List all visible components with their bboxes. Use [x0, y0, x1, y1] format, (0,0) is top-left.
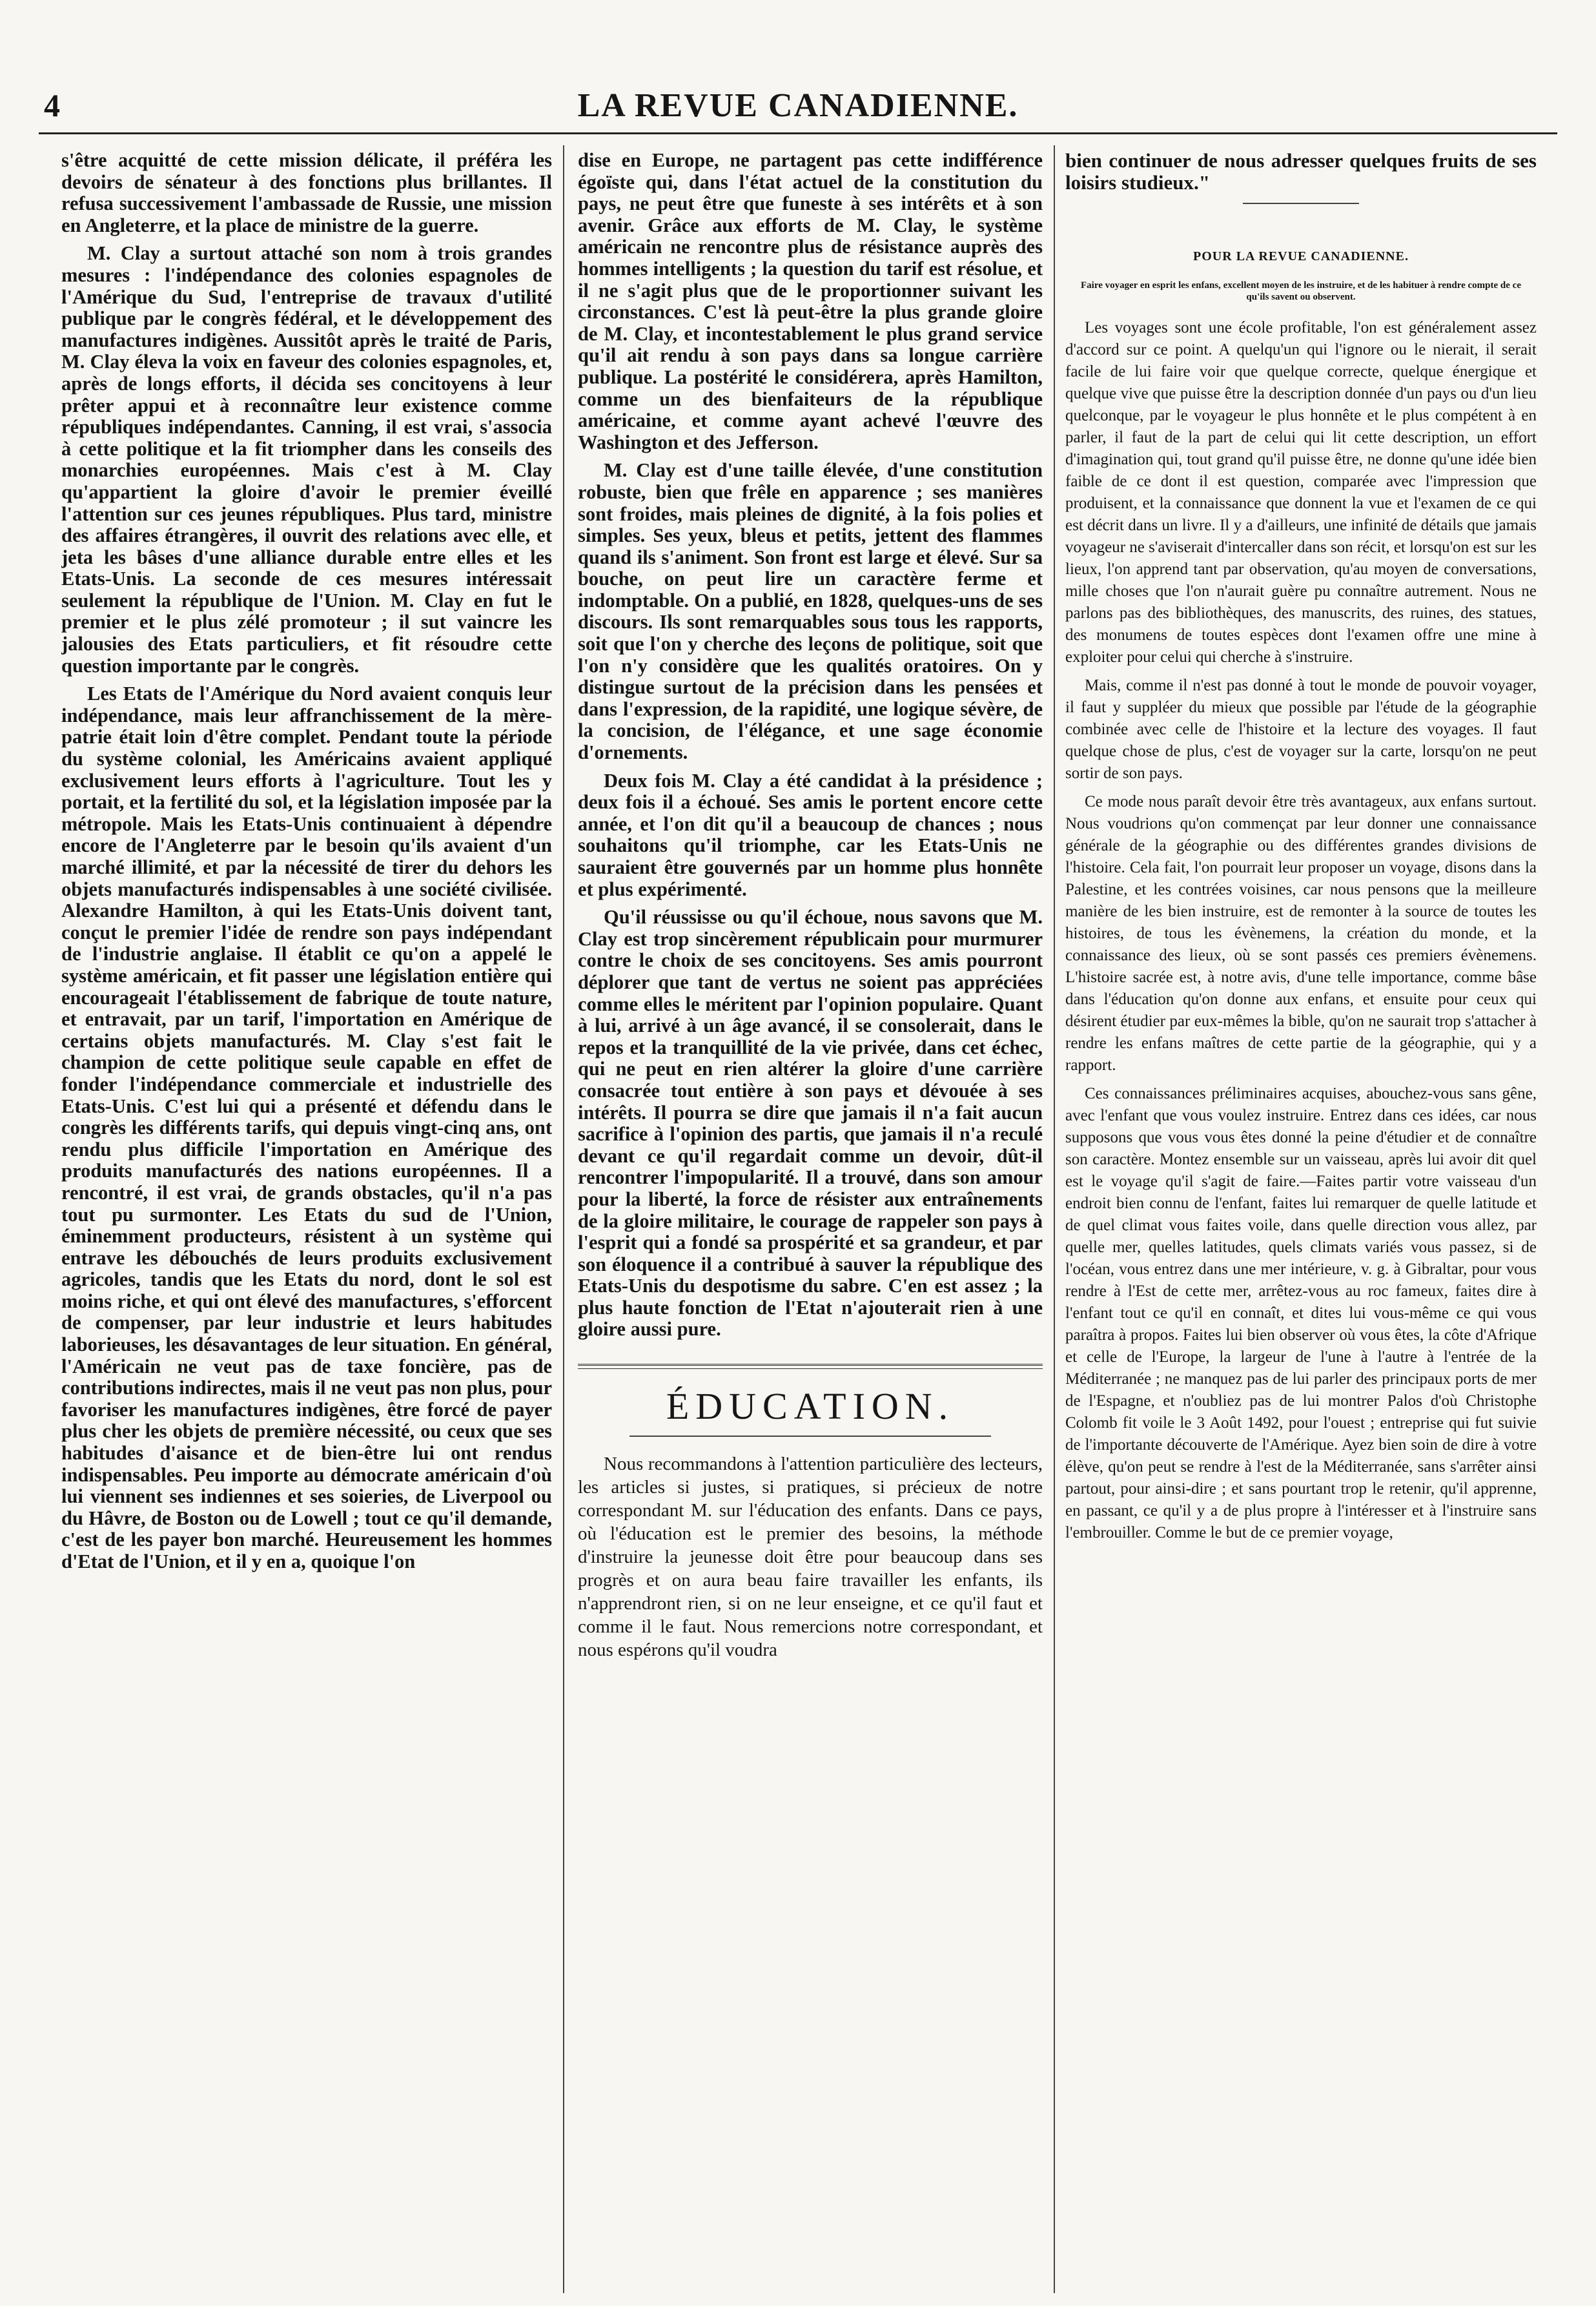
- paragraph: Qu'il réussisse ou qu'il échoue, nous savons que M. Clay est trop sincèrement républicain pour murmurer contre le choix de ses concitoyens. Ses amis pourront déplorer que tant de vertus ne soient pas appréciées comme elles le méritent par l'opinion populaire. Quant à lui, arrivé à un âge avancé, il se consolerait, dans le repos et la tranquillité de la vie privée, dans cet échec, qui ne peut en rien altérer la gloire d'une carrière consacrée tout entière à son pays et dévouée à ses intérêts. Il pourra se dire que jamais il n'a fait aucun sacrifice à l'opinion des partis, que jamais il n'a reculé devant ce qu'il regardait comme un devoir, dût-il rencontrer l'impopularité. Il a trouvé, dans son amour pour la liberté, la force de résister aux entraînements de la gloire militaire, le courage de rappeler son pays à l'esprit qui a fondé sa prospérité et sa grandeur, et par son éloquence il a contribué à sauver la république des Etats-Unis du despotisme du sabre. C'en est assez ; la plus haute fonction de l'Etat n'ajouterait rien à une gloire aussi pure.: [578, 906, 1043, 1341]
- paragraph: Ces connaissances préliminaires acquises, abouchez-vous sans gêne, avec l'enfant que vous voulez instruire. Entrez dans ces idées, car nous supposons que vous vous êtes donné la peine d'étudier et de connaître son caractère. Montez ensemble sur un vaisseau, après lui avoir dit quel est le voyage qu'il s'agit de faire.—Faites partir votre vaisseau d'un endroit bien connu de l'enfant, faites lui remarquer de quelle latitude et de quel climat vous faites voile, dans quelle direction vous allez, par quelle mer, quelles latitudes, quels climats variés vous passez, si de l'océan, vous entrez dans une mer intérieure, v. g. à Gibraltar, pour vous rendre à l'Est de cette mer, arrêtez-vous au roc fameux, faites dire à l'enfant tout ce qu'il en connaît, et dites lui vous-même ce qui vous paraîtra à propos. Faites lui bien observer où vous êtes, la côte d'Afrique et celle de l'Europe, la largeur de l'une à l'autre à l'entrée de la Méditerranée ; ne manquez pas de lui parler des principaux ports de mer de l'Espagne, et n'oubliez pas de lui montrer Palos d'où Christophe Colomb fit voile le 3 Août 1492, pour l'ouest ; entreprise qui fut suivie de l'importante découverte de l'Amérique. Ayez bien soin de dire à votre élève, qu'on peut se rendre à l'est de la Méditerranée, sans s'arrêter ainsi partout, pour ainsi-dire ; et sans pourtant trop le retenir, qu'il apprenne, en passant, ce qu'il y a de plus propre à l'intéresser et à l'instruire sans l'embrouiller. Comme le but de ce premier voyage,: [1065, 1085, 1537, 1541]
- separator-rule: [1243, 203, 1359, 204]
- paragraph: Les Etats de l'Amérique du Nord avaient conquis leur indépendance, mais leur affranchissement de la mère-patrie était loin d'être complet. Pendant toute la période du système colonial, les Américains avaient appliqué exclusivement leurs efforts à l'agriculture. Tout les y portait, et la fertilité du sol, et la législation imposée par la métropole. Mais les Etats-Unis continuaient à dépendre encore de l'Angleterre par le besoin qu'ils avaient d'un marché illimité, et par la nécessité de tirer du dehors les objets manufacturés indispensables à une société civilisée. Alexandre Hamilton, à qui les Etats-Unis doivent tant, conçut le premier l'idée de rendre son pays indépendant de l'industrie anglaise. Il établit ce qu'on a appelé le système américain, et fit passer une législation entière qui encourageait l'établissement de fabrique de toute nature, et entravait, par un tarif, l'importation en Amérique de certains objets manufacturés. M. Clay s'est fait le champion de cette politique seule capable en effet de fonder l'indépendance commerciale et industrielle des Etats-Unis. C'est lui qui a présenté et défendu dans le congrès les différents tarifs, qui depuis vingt-cinq ans, ont rendu plus difficile l'importation en Amérique des produits manufacturés des nations européennes. Il a rencontré, il est vrai, de grands obstacles, qu'il n'a pas tout pu surmonter. Les Etats du sud de l'Union, éminemment producteurs, résistent à un système qui entrave les débouchés de leurs produits exclusivement agricoles, tandis que les Etats du nord, dont le sol est moins riche, et qui ont élevé des manufactures, s'efforcent de compenser, par leur industrie et leurs habitudes laborieuses, les désavantages de leur situation. En général, l'Américain ne veut pas de taxe foncière, pas de contributions indirectes, mais il ne veut pas non plus, pour favoriser les manufactures indigènes, être forcé de payer plus cher les objets de première nécessité, ou ceux que ses habitudes d'aisance et de bien-être lui ont rendus indispensables. Peu importe au démocrate américain d'où lui viennent ses indiennes et ses soieries, de Liverpool ou du Hâvre, de Boston ou de Lowell ; tout ce qu'il demande, c'est de les payer bon marché. Heureusement les hommes d'Etat de l'Union, et il y en a, quoique l'on: [61, 683, 552, 1572]
- paragraph: dise en Europe, ne partagent pas cette indifférence égoïste qui, dans l'état actuel de la constitution du pays, ne peut être que funeste à ses intérêts et à son avenir. Grâce aux efforts de M. Clay, le système américain ne rencontre plus de résistance auprès des hommes intelligents ; la question du tarif est résolue, et il ne s'agit plus que de le proportionner suivant les circonstances. C'est là peut-être la plus grande gloire de M. Clay, et incontestablement le plus grand service qu'il ait rendu à son pays dans sa longue carrière publique. La postérité le considérera, après Hamilton, comme un des bienfaiteurs de la république américaine, et comme ayant achevé l'œuvre des Washington et des Jefferson.: [578, 150, 1043, 453]
- paragraph: bien continuer de nous adresser quelques fruits de ses loisirs studieux.": [1065, 150, 1537, 194]
- paragraph: Nous recommandons à l'attention particulière des lecteurs, les articles si justes, si pratiques, si précieux de notre correspondant M. sur l'éducation des enfants. Dans ce pays, où l'éducation est le premier des besoins, la méthode d'instruire la jeunesse doit être pour beaucoup dans ses progrès et on aura beau faire travailler les enfants, ils n'apprendront rien, si on ne leur enseigne, et ce qu'il faut et comme il le faut. Nous remercions notre correspondant, et nous espérons qu'il voudra: [578, 1454, 1043, 1661]
- intro-block: [1065, 150, 1537, 194]
- article-headline: POUR LA REVUE CANADIENNE.: [1193, 249, 1409, 263]
- header-rule: [39, 132, 1557, 134]
- column-divider: [1054, 145, 1055, 2293]
- paragraph: M. Clay est d'une taille élevée, d'une constitution robuste, bien que frêle en apparence ; ses manières sont froides, mais pleines de dignité, à la fois polies et simples. Ses yeux, bleus et petits, jettent des flammes quand ils s'animent. Son front est large et élevé. Sur sa bouche, on peut lire un caractère ferme et indomptable. On a publié, en 1828, quelques-uns de ses discours. Ils sont remarquables sous tous les rapports, soit que l'on y cherche des leçons de politique, soit que l'on n'y considère que les qualités oratoires. On y distingue surtout de la précision dans les pensées et dans l'expression, de la rapidité, une logique sévère, de la concision, de l'élégance, et une sage économie d'ornements.: [578, 459, 1043, 764]
- paragraph: M. Clay a surtout attaché son nom à trois grandes mesures : l'indépendance des colonies espagnoles de l'Amérique du Sud, l'entreprise de travaux d'utilité publique par le congrès fédéral, et le développement des manufactures indigènes. Aussitôt après le traité de Paris, M. Clay éleva la voix en faveur des colonies espagnoles, et, après de longs efforts, il décida ses concitoyens à leur prêter appui et à reconnaître leur existence comme républiques indépendantes. Canning, il est vrai, s'associa à cette politique et la fit triompher dans les conseils des monarchies européennes. Mais c'est à M. Clay qu'appartient la gloire d'avoir le premier éveillé l'attention sur ces jeunes républiques. Plus tard, ministre des affaires étrangères, il ouvrit des relations avec elle, et jeta les bâses d'une alliance durable entre elles et les Etats-Unis. La seconde de ces mesures intéressait seulement la république de l'Union. M. Clay en fut le premier et le plus zélé promoteur ; il sut vaincre les jalousies des Etats particuliers, et fit résoudre cette question importante par le congrès.: [61, 242, 552, 677]
- paragraph: Les voyages sont une école profitable, l'on est généralement assez d'accord sur ce point. A quelqu'un qui l'ignore ou le nierait, il serait facile de lui faire voir que quelque correcte, quelque énergique et quelque vive que puisse être la description donnée d'un pays ou d'un lieu quelconque, par le voyageur le plus honnête et le plus compétent à en parler, il faut de la part de celui qui lit cette description, un effort d'imagination qui, tout grand qu'il puisse être, ne donne qu'une idée bien faible de ce dont il est question, comparée avec l'impression que produisent, et la connaissance que donnent la vue et l'examen de ce qui est décrit dans un livre. Il y a d'ailleurs, une infinité de détails que jamais voyageur ne s'aviserait d'intercaller dans son récit, et lorsqu'on est sur les lieux, l'on apprend tant par observation, qu'au moyen de conversations, mille choses que l'on n'aurait guère pu connaître autrement. Nous ne parlons pas des bibliothèques, des manuscrits, des ruines, des statues, des monumens de toutes espèces dont l'examen offre une mine à exploiter pour celui qui cherche à s'instruire.: [1065, 319, 1537, 666]
- section-rule: [578, 1364, 1043, 1369]
- masthead: [39, 83, 1557, 134]
- article-subtitle: Faire voyager en esprit les enfans, excellent moyen de les instruire, et de les habituer à rendre compte de ce qu'ils savent ou observent.: [1081, 280, 1521, 302]
- paragraph: Mais, comme il n'est pas donné à tout le monde de pouvoir voyager, il faut y suppléer du mieux que possible par l'étude de la géographie combinée avec celle de l'histoire et la lecture des voyages. Il faut quelque chose de plus, c'est de voyager sur la carte, lorsqu'on ne peut sortir de son pays.: [1065, 677, 1537, 782]
- paragraph: s'être acquitté de cette mission délicate, il préféra les devoirs de sénateur à des fonctions plus brillantes. Il refusa successivement l'ambassade de Russie, une mission en Angleterre, et la place de ministre de la guerre.: [61, 150, 552, 236]
- column-divider: [563, 145, 564, 2293]
- section-rule: [629, 1436, 991, 1437]
- paragraph: Deux fois M. Clay a été candidat à la présidence ; deux fois il a échoué. Ses amis le portent encore cette année, et l'on dit qu'il a beaucoup de chances ; nous souhaitons qu'il triomphe, car les Etats-Unis ne sauraient être gouvernés par un homme plus honnête et plus expérimenté.: [578, 769, 1043, 900]
- column-1: [61, 150, 552, 2300]
- paragraph: Ce mode nous paraît devoir être très avantageux, aux enfans surtout. Nous voudrions qu'on commençat par leur donner une connaissance générale de la géographie ou des différentes grandes divisions de l'histoire. Cela fait, l'on pourrait leur proposer un voyage, disons dans la Palestine, et les contrées voisines, car nous pensons que la meilleure manière de les bien instruire, est de remonter à la source de toutes les histoires, de tous les évènemens, la création du monde, et la connaissance des lieux, où se sont passés ces premiers évènemens. L'histoire sacrée est, à notre avis, d'une telle importance, comme bâse dans l'éducation qu'on donne aux enfans, et ensuite pour ceux qui désirent étudier par eux-mêmes la bible, qu'on ne saurait trop s'attacher à rendre les enfans maîtres de cette partie de la géographie, qui y a rapport.: [1065, 793, 1537, 1074]
- column-2: [578, 150, 1043, 2300]
- column-3: [1065, 150, 1537, 2300]
- article-body: [1065, 317, 1537, 1544]
- education-section: [578, 1364, 1043, 1662]
- page-number: 4: [44, 87, 60, 123]
- section-title: ÉDUCATION.: [666, 1385, 955, 1428]
- journal-title: LA REVUE CANADIENNE.: [577, 87, 1019, 124]
